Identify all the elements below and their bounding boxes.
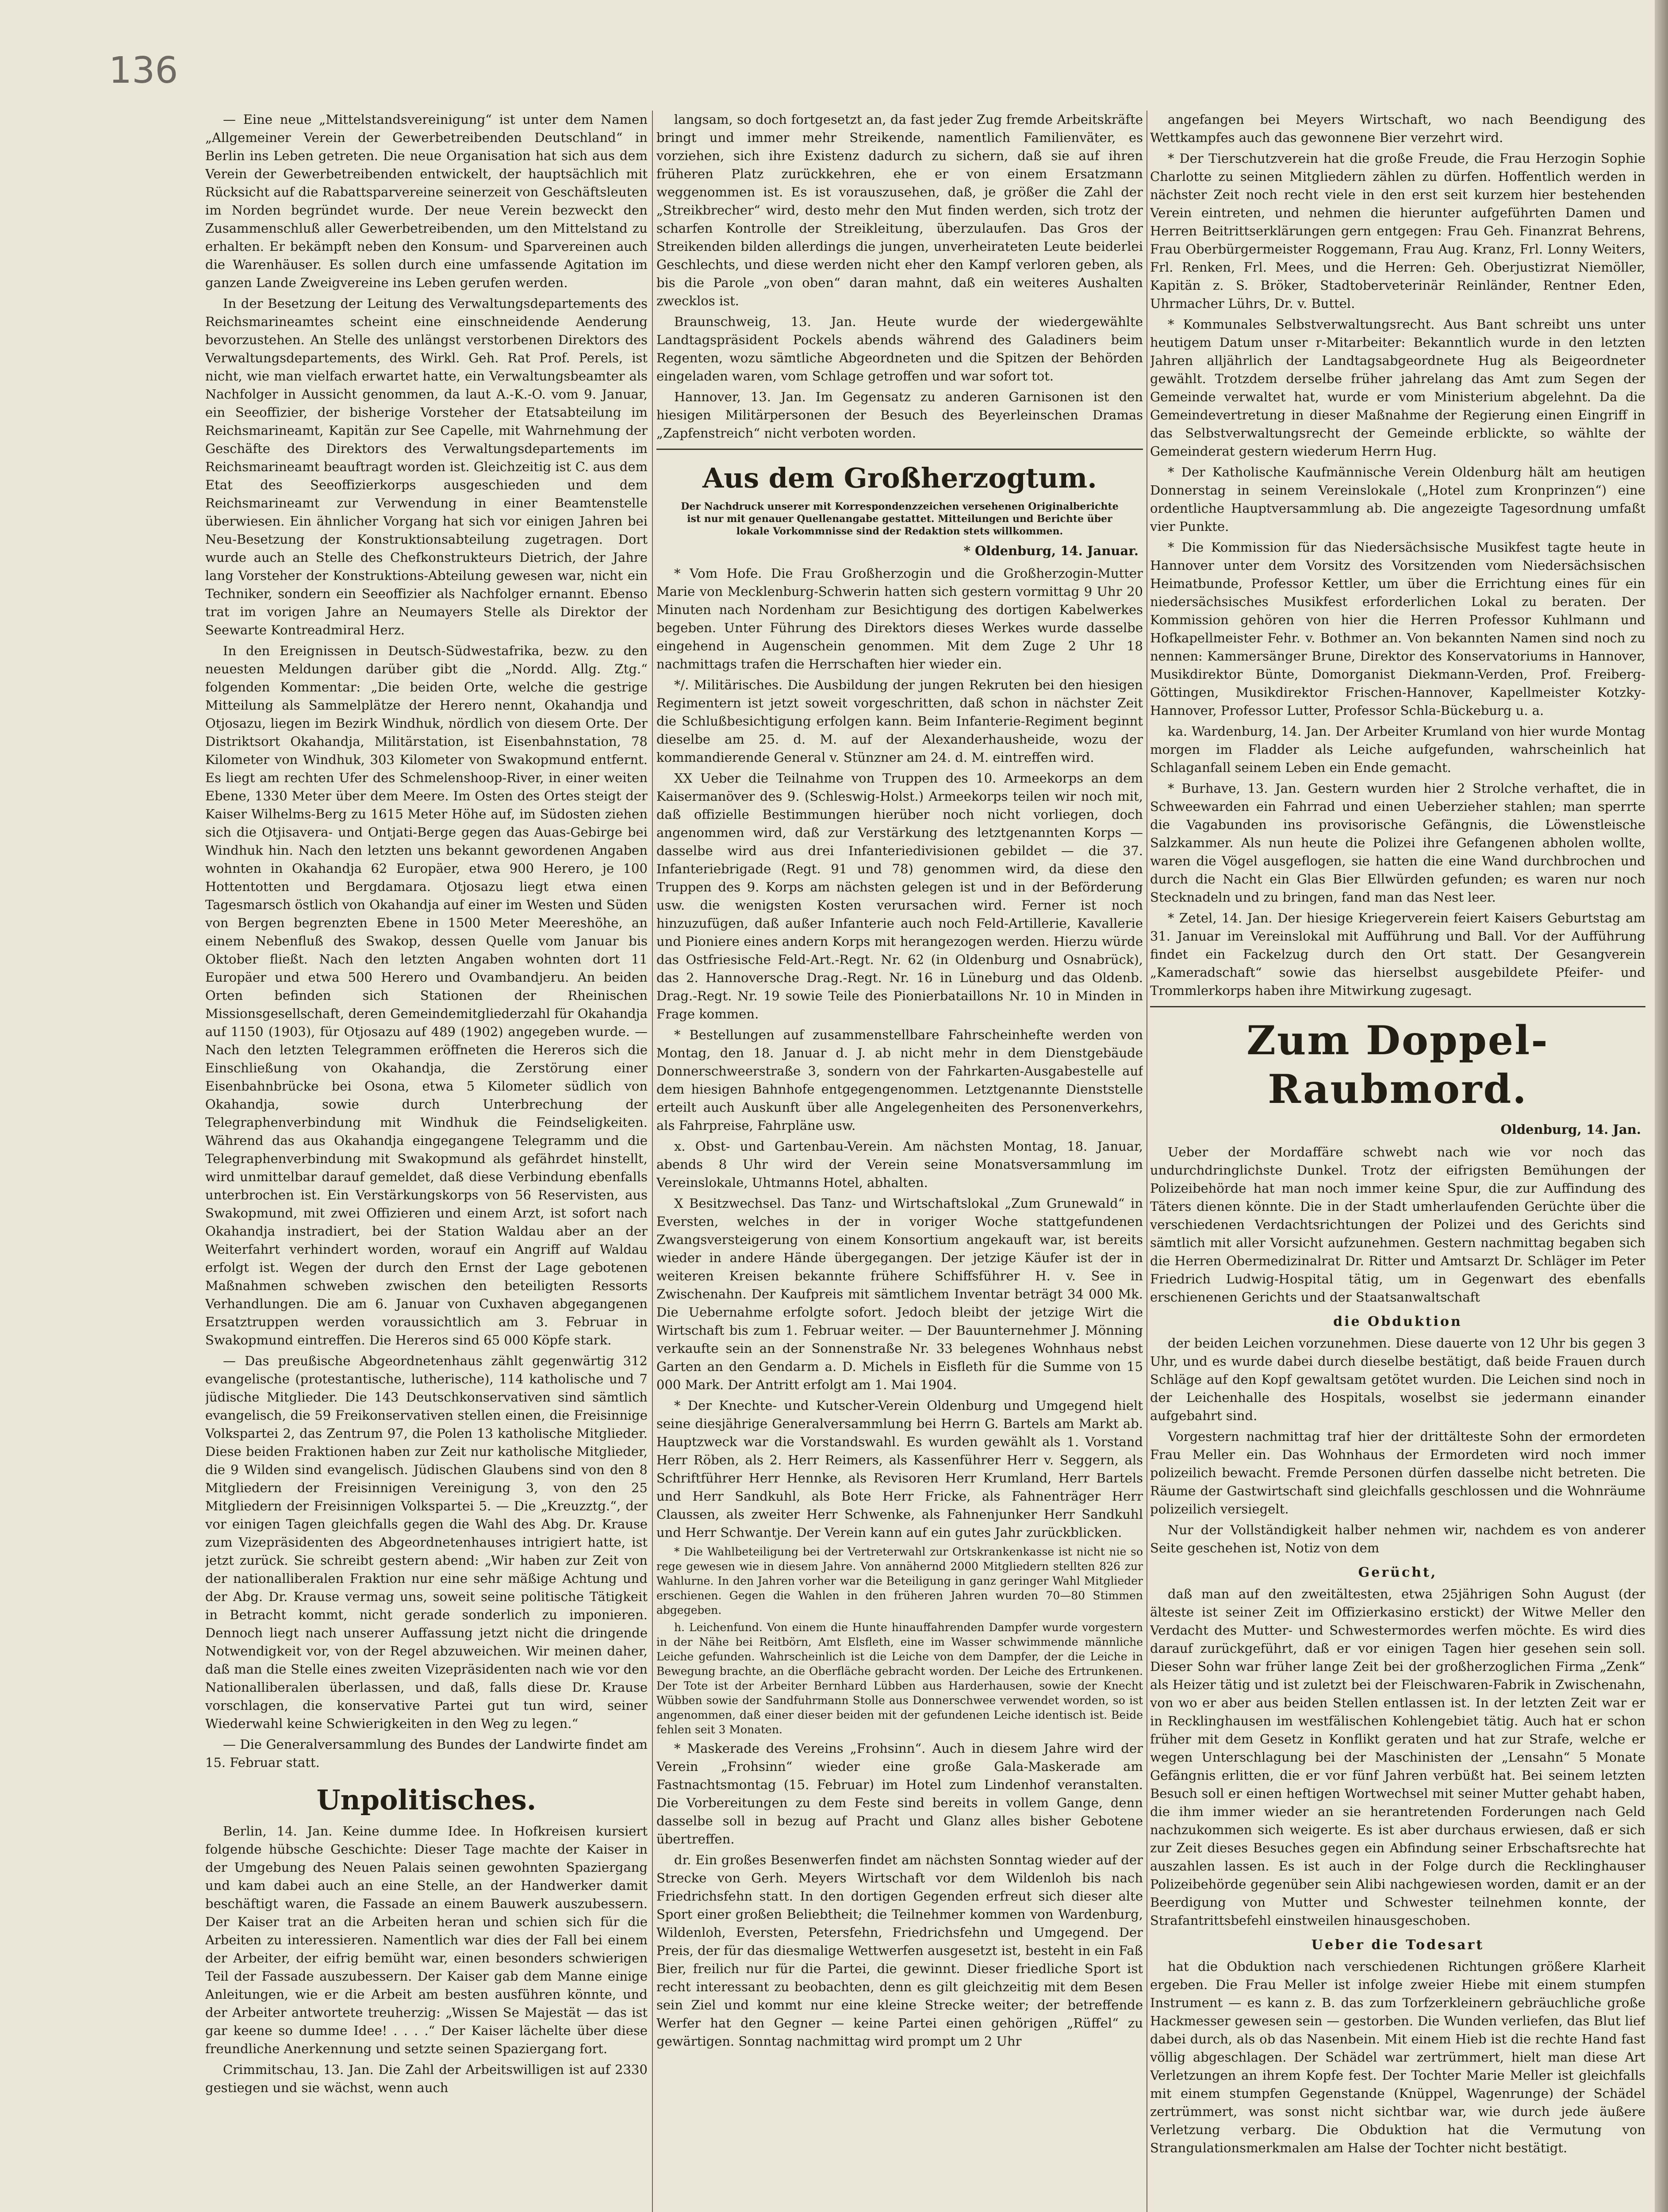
- article-suedwestafrika: In den Ereignissen in Deutsch-Südwestafrika, bezw. zu den neuesten Meldungen darüber gibt die „Nordd. Allg. Ztg.“ folgenden Kommentar: „Die beiden Orte, welche die gestrige Mitteilung als Sammelplätze der Herero nennt, Okahandja und Otjosazu, liegen im Bezirk Windhuk, nördlich von diesem Orte. Der Distriktsort Okahandja, Militärstation, ist Eisenbahnstation, 78 Kilometer von Windhuk, 303 Kilometer von Swakopmund entfernt. Es liegt am rechten Ufer des Schmelenshoop-River, in einer weiten Ebene, 1330 Meter über dem Meere. Im Osten des Ortes steigt der Kaiser Wilhelms-Berg zu 1615 Meter Höhe auf, im Südosten ziehen sich die Otjisavera- und Ontjati-Berge gegen das Auas-Gebirge bei Windhuk hin. Nach den letzten uns bekannt gewordenen Angaben wohnten in Okahandja 62 Europäer, etwa 900 Herero, je 100 Hottentotten und Bergdamara. Otjosazu liegt etwa einen Tagesmarsch östlich von Okahandja auf einer im Westen und Süden von Bergen begrenzten Ebene in 1500 Meter Meereshöhe, an einem Nebenfluß des Swakop, dessen Quelle vom Januar bis Oktober fließt. Nach den letzten Angaben wohnten dort 11 Europäer und etwa 500 Herero und Ovambandjeru. An beiden Orten befinden sich Stationen der Rheinischen Missionsgesellschaft, deren Gemeindemitgliederzahl für Okahandja auf 1150 (1903), für Otjosazu auf 489 (1902) angegeben wurde. — Nach den letzten Telegrammen eröffneten die Hereros sich die Einschließung von Okahandja, die Zerstörung einer Eisenbahnbrücke bei Osona, etwa 5 Kilometer südlich von Okahandja, sowie durch Unterbrechung der Telegraphenverbindung mit Windhuk die Feindseligkeiten. Während das aus Okahandja eingegangene Telegramm und die Telegraphenverbindung mit Swakopmund als gefährdet hinstellt, wird unmittelbar darauf gemeldet, daß diese Verbindung ebenfalls unterbrochen ist. Ein Verstärkungskorps von 56 Reservisten, aus Swakopmund, mit zwei Offizieren und einem Arzt, ist sofort nach Okahandja instradiert, bei der Station Waldau aber an der Weiterfahrt verhindert worden, worauf ein Angriff auf Waldau erfolgt ist. Wegen der durch den Ernst der Lage gebotenen Maßnahmen schweben zwischen den beteiligten Ressorts Verhandlungen. Die am 6. Januar von Cuxhaven abgegangenen Ersatztruppen werden voraussichtlich am 3. Februar in Swakopmund eintreffen. Die Hereros sind 65 000 Köpfe stark.: [205, 643, 648, 1348]
- column-rule-left: [652, 111, 653, 2212]
- subheading-geruecht: Gerücht,: [1358, 1565, 1438, 1580]
- article-fahrscheinhefte: * Bestellungen auf zusammenstellbare Fahrscheinhefte werden von Montag, den 18. Januar d. J. ab nicht mehr in dem Dienstgebäude Donnerschweerstraße 3, sondern von der Fahrkarten-Ausgabestelle auf dem hiesigen Bahnhofe entgegengenommen. Letztgenannte Dienststelle erteilt auch Auskunft über alle Angelegenheiten des Personenverkehrs, als Fahrpreise, Fahrpläne usw.: [656, 1027, 1143, 1133]
- article-kaufmaennischer-verein: * Der Katholische Kaufmännische Verein Oldenburg hält am heutigen Donnerstag in seinem Vereinslokale („Hotel zum Kronprinzen“) eine ordentliche Hauptversammlung ab. Die angezeigte Tagesordnung umfaßt vier Punkte.: [1150, 465, 1645, 534]
- subheading-todesart: Ueber die Todesart: [1311, 1937, 1484, 1953]
- article-leichenfund: h. Leichenfund. Von einem die Hunte hinauffahrenden Dampfer wurde vorgestern in der Nähe bei Reitbörn, Amt Elsfleth, eine im Wasser schwimmende männliche Leiche gefunden. Wahrscheinlich ist die Leiche von dem Dampfer, der die Leiche in Bewegung brachte, an die Oberfläche gebracht worden. Der Leiche des Ertrunkenen. Der Tote ist der Arbeiter Bernhard Lübben aus Harderhausen, sowie der Knecht Wübben sowie der Sandfuhrmann Stolle aus Donnerschwee verwendet worden, so ist angenommen, daß einer dieser beiden mit der gefundenen Leiche identisch ist. Beide fehlen seit 3 Monaten.: [656, 1621, 1143, 1736]
- article-braunschweig: Braunschweig, 13. Jan. Heute wurde der wiedergewählte Landtagspräsident Pockels abends während des Galadiners beim Regenten, wozu sämtliche Abgeordneten und die Spitzen der Behörden eingeladen waren, vom Schlage getroffen und war sofort tot.: [656, 314, 1143, 384]
- article-geruecht: daß man auf den zweitältesten, etwa 25jährigen Sohn August (der älteste ist seiner Zeit im Offizierkasino erstickt) der Witwe Meller den Verdacht des Mutter- und Schwestermordes werfen möchte. Es wird dies darauf zurückgeführt, daß er vor einigen Tagen hier gesehen sein soll. Dieser Sohn war früher lange Zeit bei der großherzoglichen Firma „Zenk“ als Heizer tätig und ist zuletzt bei der Fleischwaren-Fabrik in Zwischenahn, von wo er aber aus beiden Stellen entlassen ist. In der letzten Zeit war er in Recklinghausen im westfälischen Kohlengebiet tätig. Auch hat er schon früher mit dem Gesetz in Konflikt geraten und hat zur Strafe, welche er wegen Unterschlagung bei der Maschinisten der „Lensahn“ 5 Monate Gefängnis erlitten, die er vor fünf Jahren verbüßt hat. Bei seinem letzten Besuch soll er einen heftigen Wortwechsel mit seiner Mutter gehabt haben, die ihm immer wieder an sie herantretenden Forderungen nach Geld nachzukommen sich weigerte. Es ist aber durchaus erwiesen, daß er sich zur Zeit dieses Besuches gegen ein Abfindung seiner Erbschaftsrechte hat auszahlen lassen. Es ist auch in der Folge durch die Recklinghauser Polizeibehörde gegenüber sein Alibi nachgewiesen worden, damit er an der Beerdigung von Mutter und Schwester teilnehmen konnte, der Strafantrittsbefehl einstweilen hinausgeschoben.: [1150, 1586, 1645, 1928]
- page-edge-shadow: [1655, 0, 1668, 2212]
- section-divider: [1150, 1006, 1645, 1007]
- article-zetel: * Zetel, 14. Jan. Der hiesige Kriegerverein feiert Kaisers Geburtstag am 31. Januar im Vereinslokal mit Aufführung und Ball. Vor der Aufführung findet ein Fackelzug durch den Ort statt. Der Gesangverein „Kameradschaft“ sowie das hierselbst ausgebildete Pfeifer- und Trommlerkorps haben ihre Mitwirkung zugesagt.: [1150, 910, 1645, 998]
- section-heading-grossherzogtum: Aus dem Großherzogtum.: [702, 462, 1097, 494]
- article-tierschutzverein: * Der Tierschutzverein hat die große Freude, die Frau Herzogin Sophie Charlotte zu seinen Mitgliedern zählen zu dürfen. Hoffentlich werden in nächster Zeit noch recht viele in den erst seit kurzem hier bestehenden Verein eintreten, und nehmen die hierunter aufgeführten Damen und Herren Beitrittserklärungen gern entgegen: Frau Geh. Finanzrat Behrens, Frau Oberbürgermeister Roggemann, Frau Aug. Kranz, Frl. Lonny Weiters, Frl. Renken, Frl. Mees, und die Herren: Geh. Oberjustizrat Niemöller, Kapitän z. S. Bröker, Stadtoberveterinär Reinländer, Rentner Eden, Uhrmacher Lührs, Dr. v. Buttel.: [1150, 151, 1645, 311]
- article-selbstverwaltung: * Kommunales Selbstverwaltungsrecht. Aus Bant schreibt uns unter heutigem Datum unser r-Mitarbeiter: Bekanntlich wurde in den letzten Jahren alljährlich der Landtagsabgeordnete Hug als Beigeordneter gewählt. Trotzdem derselbe früher jahrelang das Amt zum Segen der Gemeinde verwaltet hat, wurde er vom Ministerium abgelehnt. Da die Gemeindevertretung in dieser Maßnahme der Regierung einen Eingriff in das Selbstverwaltungsrecht der Gemeinde erblickte, so wählte der Gemeinderat gestern wiederum Herrn Hug.: [1150, 317, 1645, 459]
- page-number: 136: [109, 50, 178, 92]
- article-vom-hofe: * Vom Hofe. Die Frau Großherzogin und die Großherzogin-Mutter Marie von Mecklenburg-Schwerin hatten sich gestern vormittag 9 Uhr 20 Minuten nach Nordenham zur Besichtigung des dortigen Kabelwerkes begeben. Unter Führung des Direktors dieses Werkes wurde dasselbe eingehend in Augenschein genommen. Mit dem Zuge 2 Uhr 18 nachmittags trafen die Herrschaften hier wieder ein.: [656, 566, 1143, 672]
- article-todesart: hat die Obduktion nach verschiedenen Richtungen größere Klarheit ergeben. Die Frau Meller ist infolge zweier Hiebe mit einem stumpfen Instrument — es kann z. B. das zum Torfzerkleinern gebräuchliche große Hackmesser gewesen sein — gestorben. Die Wunden verliefen, das Blut lief dabei durch, als ob das Nasenbein. Mit einem Hieb ist die rechte Hand fast völlig abgeschlagen. Der Schädel war zertrümmert, hielt man diese Art Verletzungen an ihrem Kopfe fest. Der Tochter Marie Meller ist gleichfalls mit einem stumpfen Gegenstande (Knüppel, Wagenrunge) der Schädel zertrümmert, was sonst nicht sichtbar war, wie durch jede äußere Verletzung verbarg. Die Obduktion hat die Vermutung von Strangulationsmerkmalen am Halse der Tochter nicht bestätigt.: [1150, 1959, 1645, 2155]
- article-sohn-eingetroffen: Vorgestern nachmittag traf hier der drittälteste Sohn der ermordeten Frau Meller ein. Das Wohnhaus der Ermordeten wird noch immer polizeilich bewacht. Fremde Personen dürfen dasselbe nicht betreten. Die Räume der Gastwirtschaft sind gleichfalls geschlossen und die Wohnräume polizeilich versiegelt.: [1150, 1429, 1645, 1517]
- article-burhave: * Burhave, 13. Jan. Gestern wurden hier 2 Strolche verhaftet, die in Schweewarden ein Fahrrad und einen Ueberzieher stahlen; man sperrte die Vagabunden ins provisorische Gefängnis, die Löwenstleische Salzkammer. Als nun heute die Polizei ihre Gefangenen abholen wollte, waren die Vögel ausgeflogen, sie hatten die eine Wand durchbrochen und durch die Nacht ein Glas Bier Ellwürden gefunden; es waren nur noch Stecknadeln und zu bringen, fand man das Nest leer.: [1150, 781, 1645, 905]
- article-hannover: Hannover, 13. Jan. Im Gegensatz zu anderen Garnisonen ist den hiesigen Militärpersonen der Besuch des Beyerleinschen Dramas „Zapfenstreich“ nicht verboten worden.: [656, 389, 1143, 441]
- article-musikfest: * Die Kommission für das Niedersächsische Musikfest tagte heute in Hannover unter dem Vorsitz des Vorsitzenden vom Niedersächsischen Heimatbunde, Professor Kettler, um über die Errichtung eines für ein niedersächsisches Musikfest erforderlichen Lokal zu beraten. Der Kommission gehören von hier die Herren Professor Kuhlmann und Hofkapellmeister Fehr. v. Bothmer an. Von bekannten Namen sind noch zu nennen: Kammersänger Brune, Direktor des Konservatoriums in Hannover, Musikdirektor Bünte, Domorganist Diekmann-Verden, Prof. Freiberg-Göttingen, Musikdirektor Frischen-Hannover, Kapellmeister Kotzky-Hannover, Professor Lutter, Professor Schla-Bückeburg u. a.: [1150, 540, 1645, 718]
- article-bund-landwirte: — Die Generalversammlung des Bundes der Landwirte findet am 15. Februar statt.: [205, 1737, 648, 1770]
- article-besenwerfen-cont: angefangen bei Meyers Wirtschaft, wo nach Beendigung des Wettkampfes auch das gewonnene Bier verzehrt wird.: [1150, 112, 1645, 145]
- section-divider: [656, 449, 1143, 450]
- small-print-block: [656, 1544, 1143, 1737]
- article-maskerade: * Maskerade des Vereins „Frohsinn“. Auch in diesem Jahre wird der Verein „Frohsinn“ wieder eine große Gala-Maskerade am Fastnachtsmontag (15. Februar) im Hotel zum Lindenhof veranstalten. Die Vorbereitungen zu dem Feste sind bereits in vollem Gange, denn dasselbe soll in bezug auf Pracht und Glanz alles bisher Gebotene übertreffen.: [656, 1741, 1143, 1847]
- article-crimmitschau: Crimmitschau, 13. Jan. Die Zahl der Arbeitswilligen ist auf 2330 gestiegen und sie wächst, wenn auch: [205, 2062, 648, 2095]
- section-heading-unpolitisches: Unpolitisches.: [316, 1784, 537, 1816]
- article-wahlbeteiligung: * Die Wahlbeteiligung bei der Vertreterwahl zur Ortskrankenkasse ist nicht nie so rege gewesen wie in diesem Jahre. Von annähernd 2000 Mitgliedern stellten 826 zur Wahlurne. In den Jahren vorher war die Beteiligung in ganz geringer Wahl Mitglieder erschienen. Gegen die Wahlen in den früheren Jahren wurden 70—80 Stimmen abgegeben.: [656, 1545, 1143, 1617]
- column-2: [656, 111, 1143, 2212]
- column-3: [1150, 111, 1645, 2212]
- dateline-oldenburg-raubmord: Oldenburg, 14. Jan.: [1500, 1122, 1641, 1137]
- article-kutscher-verein: * Der Knechte- und Kutscher-Verein Oldenburg und Umgegend hielt seine diesjährige Generalversammlung bei Herrn G. Bartels am Markt ab. Hauptzweck war die Vorstandswahl. Es wurden gewählt als 1. Vorstand Herr Röben, als 2. Herr Reimers, als Kassenführer Herr v. Seggern, als Schriftführer Herr Hennke, als Revisoren Herr Krumland, Herr Bartels und Herr Sandkuhl, als Bote Herr Fricke, als Fahnenträger Herr Claussen, als zweiter Herr Schwenke, als Fahnenjunker Herr Sandkuhl und Herr Schwantje. Der Verein kann auf ein gutes Jahr zurückblicken.: [656, 1398, 1143, 1540]
- article-besenwerfen: dr. Ein großes Besenwerfen findet am nächsten Sonntag wieder auf der Strecke von Gerh. Meyers Wirtschaft vor dem Wildenloh bis nach Friedrichsfehn statt. In den dortigen Gegenden erfreut sich dieser alte Sport einer großen Beliebtheit; die Teilnehmer kommen von Wardenburg, Wildenloh, Eversten, Petersfehn, Friedrichsfehn und Umgegend. Der Preis, der für das diesmalige Wettwerfen ausgesetzt ist, besteht in ein Faß Bier, freilich nur für die Partei, die gewinnt. Dieser friedliche Sport ist recht interessant zu beobachten, denn es gilt gleichzeitig mit dem Besen sein Ziel und kommt nur eine kleine Strecke weiter; der betreffende Werfer hat den Gegner — keine Partei einen gehörigen „Rüffel“ zu gewärtigen. Sonntag nachmittag wird prompt um 2 Uhr: [656, 1852, 1143, 2049]
- article-mittelstand: — Eine neue „Mittelstandsvereinigung“ ist unter dem Namen „Allgemeiner Verein der Gewerbetreibenden Deutschland“ in Berlin ins Leben getreten. Die neue Organisation hat sich aus dem Verein der Gewerbetreibenden entwickelt, der hauptsächlich mit Rücksicht auf die Rabattsparvereine seinerzeit von Geschäftsleuten im Norden begründet wurde. Der neue Verein bezweckt den Zusammenschluß aller Gewerbetreibenden, um den Mittelstand zu erhalten. Er bekämpft neben den Konsum- und Sparvereinen auch die Warenhäuser. Es sollen durch eine umfassende Agitation im ganzen Lande Zweigvereine ins Leben gerufen werden.: [205, 112, 648, 290]
- article-wardenburg: ka. Wardenburg, 14. Jan. Der Arbeiter Krumland von hier wurde Montag morgen im Fladder als Leiche aufgefunden, wahrscheinlich hat Schlaganfall seinem Leben ein Ende gemacht.: [1150, 724, 1645, 775]
- article-besitzwechsel: X Besitzwechsel. Das Tanz- und Wirtschaftslokal „Zum Grunewald“ in Eversten, welches in der in voriger Woche stattgefundenen Zwangsversteigerung von einem Konsortium angekauft war, ist bereits wieder in andere Hände übergegangen. Der jetzige Käufer ist der in weiteren Kreisen bekannte frühere Schiffsführer H. v. See in Zwischenahn. Der Kaufpreis mit sämtlichem Inventar beträgt 34 000 Mk. Die Uebernahme erfolgte sofort. Jedoch bleibt der jetzige Wirt die Wirtschaft bis zum 1. Februar weiter. — Der Bauunternehmer J. Mönning verkaufte sein an der Sonnenstraße Nr. 33 belegenes Wohnhaus nebst Garten an den Gendarm a. D. Michels in Eisfleth für die Summe von 15 000 Mark. Der Antritt erfolgt am 1. Mai 1904.: [656, 1196, 1143, 1392]
- article-armeekorps: XX Ueber die Teilnahme von Truppen des 10. Armeekorps an dem Kaisermanöver des 9. (Schleswig-Holst.) Armeekorps teilen wir noch mit, daß offizielle Bestimmungen hierüber noch nicht vorliegen, doch angenommen wird, daß zur Verstärkung des letztgenannten Korps — dasselbe wird aus drei Infanteriedivisionen gebildet — die 37. Infanteriebrigade (Regt. 91 und 78) genommen wird, da diese den Truppen des 9. Korps am nächsten gelegen ist und in der Beförderung usw. die wenigsten Kosten verursachen wird. Ferner ist noch hinzuzufügen, daß außer Infanterie auch noch Feld-Artillerie, Kavallerie und Pioniere eines andern Korps mit herangezogen werden. Hierzu würde das Ostfriesische Feld-Art.-Regt. Nr. 62 (in Oldenburg und Osnabrück), das 2. Hannoversche Drag.-Regt. Nr. 16 in Lüneburg und das Oldenb. Drag.-Regt. Nr. 19 sowie Teile des Pionierbataillons Nr. 10 in Minden in Frage kommen.: [656, 771, 1143, 1022]
- headline-doppel-raubmord: Zum Doppel-Raubmord.: [1246, 1017, 1549, 1113]
- article-abgeordnetenhaus: — Das preußische Abgeordnetenhaus zählt gegenwärtig 312 evangelische (protestantische, lutherische), 114 katholische und 7 jüdische Mitglieder. Die 143 Deutschkonservativen sind sämtlich evangelisch, die 59 Freikonservativen stellen einen, die Freisinnige Volkspartei 2, das Zentrum 97, die Polen 13 katholische Mitglieder. Diese beiden Fraktionen haben zur Zeit nur katholische Mitglieder, die 9 Wilden sind evangelisch. Jüdischen Glaubens sind von den 8 Mitgliedern der Freisinnigen Vereinigung 3, von den 25 Mitgliedern der Freisinnigen Volkspartei 5. — Die „Kreuzztg.“, der vor einigen Tagen gleichfalls gegen die Wahl des Abg. Dr. Krause zum Vizepräsidenten des Abgeordnetenhauses intrigiert hatte, ist jetzt zurück. Sie schreibt gestern abend: „Wir haben zur Zeit von der nationalliberalen Fraktion nur eine sehr mäßige Achtung und der Abg. Dr. Krause vermag uns, soweit seine politische Tätigkeit in Betracht kommt, nicht gerade sonderlich zu imponieren. Dennoch liegt nach unserer Auffassung jetzt nicht die dringende Notwendigkeit vor, von der Regel abzuweichen. Wir meinen daher, daß man die Stelle eines zweiten Vizepräsidenten nach wie vor den Nationalliberalen überlassen, und daß, falls diese Dr. Krause vorschlagen, die konservative Partei gut tun wird, seiner Wiederwahl keine Schwierigkeiten in den Weg zu legen.“: [205, 1353, 648, 1731]
- article-mordaffaere: Ueber der Mordaffäre schwebt nach wie vor noch das undurchdringlichste Dunkel. Trotz der eifrigsten Bemühungen der Polizeibehörde hat man noch immer keine Spur, die zur Auffindung des Täters dienen könnte. Die in der Stadt umherlaufenden Gerüchte über die verschiedenen Verdachtsrichtungen der Polizei und des Gerichts sind sämtlich mit aller Vorsicht aufzunehmen. Gestern nachmittag begaben sich die Herren Obermedizinalrat Dr. Ritter und Amtsarzt Dr. Schläger im Peter Friedrich Ludwig-Hospital tätig, um in Gegenwart des ebenfalls erschienenen Gerichts und der Staatsanwaltschaft: [1150, 1144, 1645, 1305]
- article-berlin-kaiser: Berlin, 14. Jan. Keine dumme Idee. In Hofkreisen kursiert folgende hübsche Geschichte: Dieser Tage machte der Kaiser in der Umgebung des Neuen Palais seinen gewohnten Spaziergang und kam dabei auch an eine Stelle, an der Handwerker damit beschäftigt waren, die Fassade an einem Bauwerk auszubessern. Der Kaiser trat an die Arbeiten heran und schien sich für die Arbeiten zu interessieren. Namentlich war dies der Fall bei einem der Arbeiter, der eifrig bemüht war, einen besonders schwierigen Teil der Fassade auszubessern. Der Kaiser gab dem Manne einige Anleitungen, wie er die Arbeit am besten ausführen könnte, und der Arbeiter antwortete treuherzig: „Wissen Se Majestät — das ist gar keene so dumme Idee! . . . .“ Der Kaiser lächelte über diese freundliche Anerkennung und setzte seinen Spaziergang fort.: [205, 1824, 648, 2056]
- column-1: [205, 111, 648, 2212]
- article-reichsmarineamt: In der Besetzung der Leitung des Verwaltungsdepartements des Reichsmarineamtes scheint eine einschneidende Aenderung bevorzustehen. An Stelle des unlängst verstorbenen Direktors des Verwaltungsdepartements, des Wirkl. Geh. Rat Prof. Perels, ist nicht, wie man vielfach erwartet hatte, ein Verwaltungsbeamter als Nachfolger in Aussicht genommen, da laut A.-K.-O. vom 9. Januar, ein Seeoffizier, der bisherige Vorsteher der Etatsabteilung im Reichsmarineamt, Kapitän zur See Capelle, mit Wahrnehmung der Geschäfte des Direktors des Verwaltungsdepartements im Reichsmarineamt beauftragt worden ist. Gleichzeitig ist C. aus dem Etat des Seeoffizierkorps ausgeschieden und dem Reichsmarineamt zur Verwendung in einer Beamtenstelle überwiesen. Ein ähnlicher Vorgang hat sich vor einigen Jahren bei Neu-Besetzung der Konstruktionsabteilung zugetragen. Dort wurde auch an Stelle des Chefkonstrukteurs Dietrich, der Jahre lang Vorsteher der Konstruktions-Abteilung gewesen war, nicht ein Techniker, sondern ein Seeoffizier als Nachfolger ernannt. Ebenso trat im vorigen Jahre an Neumayers Stelle als Direktor der Seewarte Kontreadmiral Herz.: [205, 296, 648, 637]
- reprint-notice: Der Nachdruck unserer mit Korrespondenzzeichen versehenen Originalberichte ist nur mit genauer Quellenangabe gestattet. Mitteilungen und Berichte über lokale Vorkommnisse sind der Redaktion stets willkommen.: [681, 501, 1119, 537]
- article-militaerisches: */. Militärisches. Die Ausbildung der jungen Rekruten bei den hiesigen Regimentern ist jetzt soweit vorgeschritten, daß schon in nächster Zeit die Schlußbesichtigung erfolgen kann. Beim Infanterie-Regiment beginnt dieselbe am 25. d. M. auf der Alexanderhausheide, wozu der kommandierende General v. Stünzner am 24. d. M. eintreffen wird.: [656, 677, 1143, 765]
- article-vollstaendigkeit: Nur der Vollständigkeit halber nehmen wir, nachdem es von anderer Seite geschehen ist, Notiz von dem: [1150, 1522, 1645, 1555]
- dateline-oldenburg: * Oldenburg, 14. Januar.: [963, 543, 1139, 558]
- article-gartenbau-verein: x. Obst- und Gartenbau-Verein. Am nächsten Montag, 18. Januar, abends 8 Uhr wird der Verein seine Monatsversammlung im Vereinslokale, Uhtmanns Hotel, abhalten.: [656, 1139, 1143, 1190]
- article-crimmitschau-cont: langsam, so doch fortgesetzt an, da fast jeder Zug fremde Arbeitskräfte bringt und immer mehr Streikende, namentlich Familienväter, es vorziehen, sich ihre Existenz dadurch zu sichern, daß sie auf ihren früheren Platz zurückkehren, ehe er von einem Ersatzmann weggenommen ist. Es ist vorauszusehen, daß, je größer die Zahl der „Streikbrecher“ wird, desto mehr den Mut finden werden, sich trotz der scharfen Kontrolle der Streikleitung, überzulaufen. Das Gros der Streikenden bilden allerdings die jungen, unverheirateten Leute beiderlei Geschlechts, und diese werden nicht eher den Kampf verloren geben, als bis die Parole „von oben“ daran mahnt, daß ein weiteres Aushalten zwecklos ist.: [656, 112, 1143, 308]
- subheading-obduktion: die Obduktion: [1333, 1314, 1462, 1329]
- article-obduktion: der beiden Leichen vorzunehmen. Diese dauerte von 12 Uhr bis gegen 3 Uhr, und es wurde dabei durch dieselbe bestätigt, daß beide Frauen durch Schläge auf den Kopf gewaltsam getötet wurden. Die Leichen sind noch in der Leichenhalle des Hospitals, woselbst sie jedermann einander aufgebahrt sind.: [1150, 1336, 1645, 1423]
